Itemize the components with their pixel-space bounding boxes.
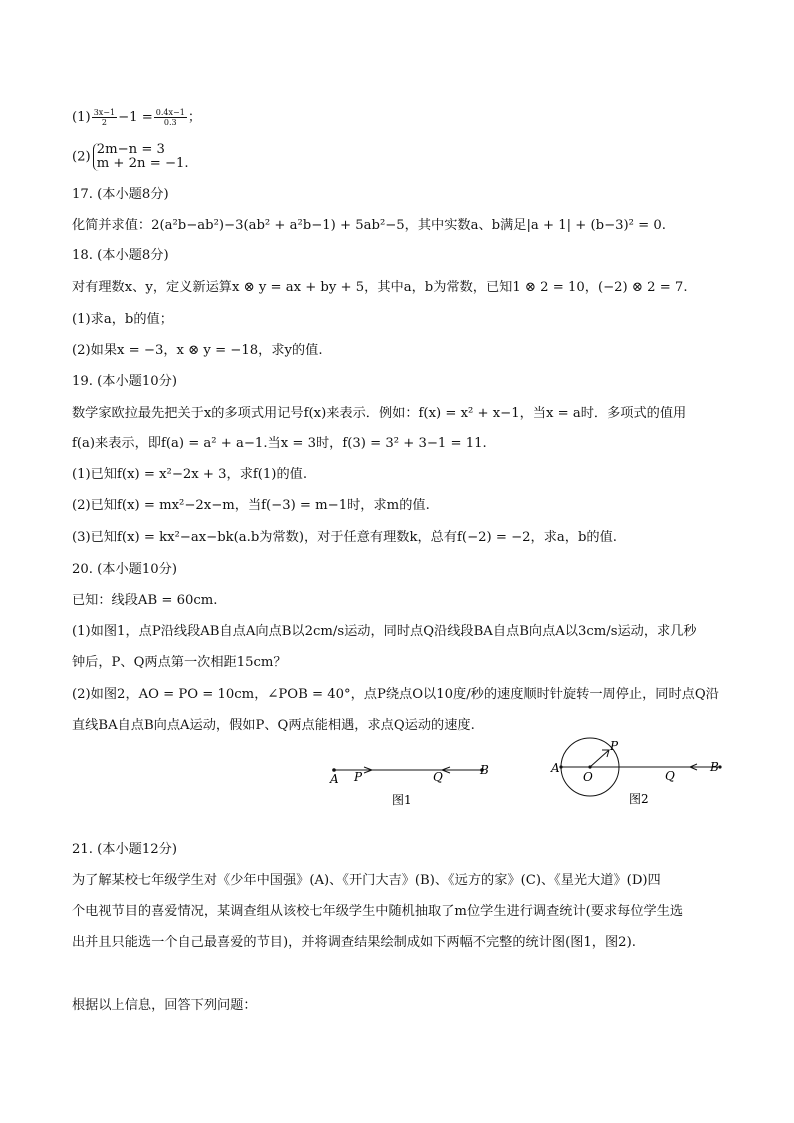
q20-part-1a: (1)如图1，点P沿线段AB自点A向点B以2cm/s运动，同时点Q沿线段BA自点B向点A以3cm/s运动，求几秒 [72,624,697,639]
q20-part-2b: 直线BA自点B向点A运动，假如P、Q两点能相遇，求点Q运动的速度. [72,718,475,733]
label-b: B [480,763,489,777]
q18-part-1: (1)求a，b的值； [72,312,173,327]
figure-2 [545,735,735,813]
q17-body: 化简并求值：2(a²b−ab²)−3(ab² + a²b−1) + 5ab²−5，其中实数a、b满足|a + 1| + (b−3)² = 0. [72,218,666,233]
q19-body-1: 数学家欧拉最先把关于x的多项式用记号f(x)来表示．例如：f(x) = x² + x−1，当x = a时．多项式的值用 [72,406,687,421]
eq-part-1: (1) $\frac{3x-1}{2}$ −1 = $\frac{0.4x-1}{0.3}$ ； [72,108,201,127]
label-a: A [551,761,560,775]
q18-body: 对有理数x、y，定义新运算x ⊗ y = ax + by + 5，其中a，b为常数，已知1 ⊗ 2 = 10，(−2) ⊗ 2 = 7. [72,280,688,295]
q19-part-3: (3)已知f(x) = kx²−ax−bk(a.b为常数)，对于任意有理数k，总有f(−2) = −2，求a，b的值. [72,530,617,545]
label-p: P [610,739,619,753]
figure-2-caption: 图2 [629,792,649,806]
figure-1-caption: 图1 [392,793,412,807]
figure-1 [320,752,500,812]
q18-part-2: (2)如果x = −3，x ⊗ y = −18，求y的值. [72,343,323,358]
point-b [718,765,721,768]
q17-heading: 17. (本小题8分) [72,187,169,202]
q21-heading: 21. (本小题12分) [72,842,177,857]
label-q: Q [433,770,443,784]
label-a: A [330,772,339,786]
label-p: P [354,770,363,784]
radius-op [590,750,609,767]
q21-body-1: 为了解某校七年级学生对《少年中国强》(A)、《开门大吉》(B)、《远方的家》(C)、《星光大道》(D)四 [72,873,661,888]
eq-part-2: (2) 2m−n = 3 m + 2n = −1. [72,142,189,171]
q20-part-2a: (2)如图2，AO = PO = 10cm，∠POB = 40°，点P绕点O以10度/秒的速度顺时针旋转一周停止，同时点Q沿 [72,687,719,702]
fraction-2: $\frac{0.4x-1}{0.3}$ [155,108,185,127]
q19-part-1: (1)已知f(x) = x²−2x + 3，求f(1)的值. [72,467,308,482]
q20-heading: 20. (本小题10分) [72,562,177,577]
q19-part-2: (2)已知f(x) = mx²−2x−m，当f(−3) = m−1时，求m的值. [72,498,430,513]
label-b: B [710,760,719,774]
q21-body-3: 出并且只能选一个自己最喜爱的节目)，并将调查结果绘制成如下两幅不完整的统计图(图1，图2). [72,935,636,950]
q20-part-1b: 钟后，P、Q两点第一次相距15cm？ [72,655,287,670]
q21-body-2: 个电视节目的喜爱情况，某调查组从该校七年级学生中随机抽取了m位学生进行调查统计(要求每位学生选 [72,904,684,919]
equation-system: 2m−n = 3 m + 2n = −1. [93,143,189,171]
label-o: O [583,770,593,784]
q19-heading: 19. (本小题10分) [72,374,177,389]
point-a [559,765,562,768]
q20-body: 已知：线段AB = 60cm. [72,593,218,608]
closing-line: 根据以上信息，回答下列问题： [72,998,257,1013]
label-q: Q [665,769,675,783]
q19-body-2: f(a)来表示，即f(a) = a² + a−1.当x = 3时，f(3) = 3² + 3−1 = 11. [72,436,487,451]
fraction-1: $\frac{3x-1}{2}$ [93,108,116,127]
q18-heading: 18. (本小题8分) [72,248,169,263]
